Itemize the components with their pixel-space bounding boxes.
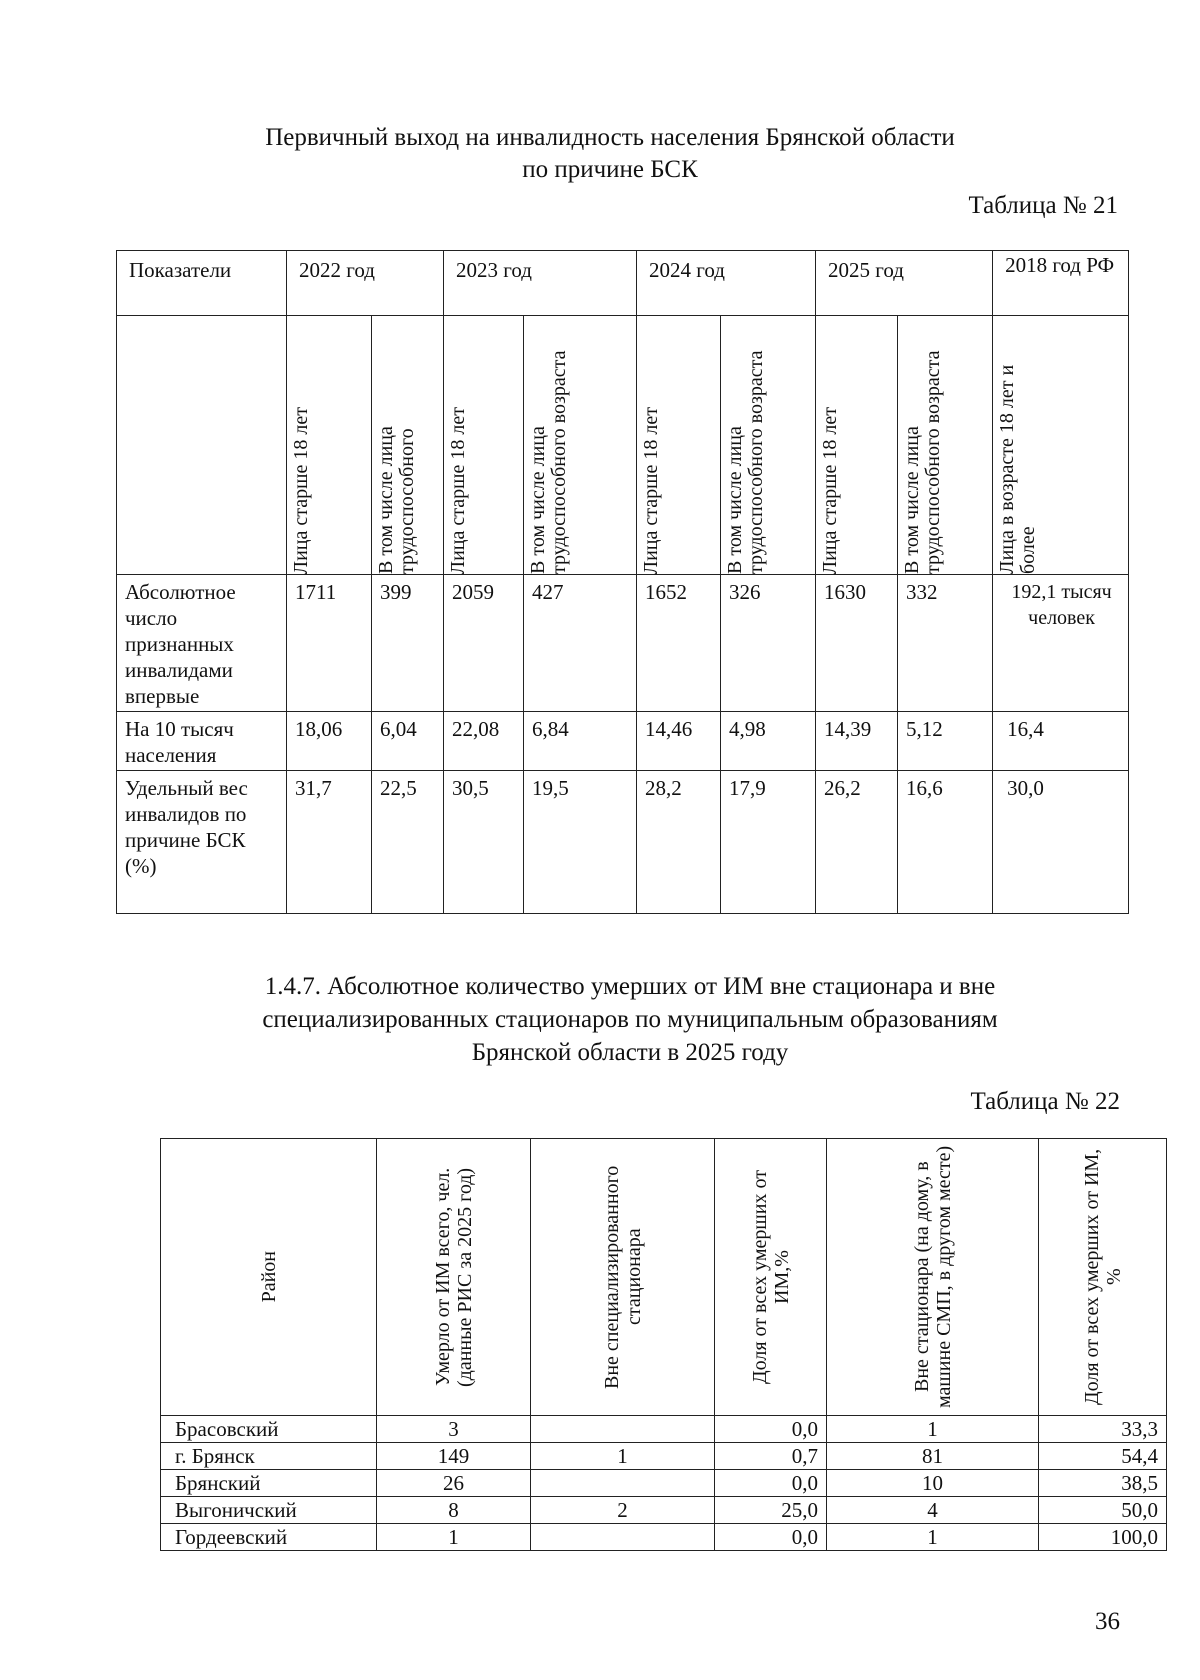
- district-cell: Выгоничский: [161, 1497, 377, 1524]
- table-cell: 22,5: [372, 771, 444, 914]
- table-cell: 18,06: [287, 712, 372, 771]
- row-label: Абсолютное число признанных инвалидами впервые: [117, 575, 287, 712]
- subheader-cell: [444, 316, 524, 575]
- header-cell: [1039, 1139, 1167, 1416]
- table-cell: 1630: [816, 575, 898, 712]
- header-text: Умерло от ИМ всего, чел. (данные РИС за 2025 год): [431, 1167, 476, 1387]
- district-cell: Брянский: [161, 1470, 377, 1497]
- table-cell: 0,0: [715, 1416, 827, 1443]
- table21-title-line1: Первичный выход на инвалидность населения Брянской области: [265, 124, 955, 151]
- table21-col0-header: Показатели: [117, 251, 287, 316]
- header-cell: [531, 1139, 715, 1416]
- year-header: 2023 год: [444, 251, 637, 316]
- subheader-cell: [637, 316, 721, 575]
- year-header: 2024 год: [637, 251, 816, 316]
- table-row: [117, 575, 1129, 712]
- subheader-text: Лица старше 18 лет: [290, 406, 312, 574]
- subheader-text: Лица старше 18 лет: [640, 406, 663, 574]
- table-cell: 19,5: [524, 771, 637, 914]
- table-cell: 54,4: [1039, 1443, 1167, 1470]
- table-cell: 2: [531, 1497, 715, 1524]
- table-cell: 14,39: [816, 712, 898, 771]
- district-cell: Гордеевский: [161, 1524, 377, 1551]
- table-cell: 33,3: [1039, 1416, 1167, 1443]
- table-cell: 81: [827, 1443, 1039, 1470]
- year-header: 2025 год: [816, 251, 993, 316]
- table-cell: 3: [377, 1416, 531, 1443]
- table-cell: 326: [721, 575, 816, 712]
- table-cell: 0,0: [715, 1524, 827, 1551]
- district-cell: Брасовский: [161, 1416, 377, 1443]
- table21: [116, 250, 1129, 914]
- table22-number: Таблица № 22: [970, 1088, 1120, 1115]
- header-cell: [827, 1139, 1039, 1416]
- table-cell: 26,2: [816, 771, 898, 914]
- table-cell: 2059: [444, 575, 524, 712]
- year-header: 2018 год РФ: [993, 251, 1129, 316]
- table-cell: 0,7: [715, 1443, 827, 1470]
- subheader-cell: [721, 316, 816, 575]
- table-cell: 6,04: [372, 712, 444, 771]
- subheader-cell: [816, 316, 898, 575]
- district-cell: г. Брянск: [161, 1443, 377, 1470]
- table-cell: 31,7: [287, 771, 372, 914]
- year-header: 2022 год: [287, 251, 444, 316]
- table-cell: 6,84: [524, 712, 637, 771]
- table21-number: Таблица № 21: [968, 192, 1118, 219]
- subheader-cell: [524, 316, 637, 575]
- table21-subheader-row: [117, 316, 1129, 575]
- subheader-text: В том числе лица трудоспособного возраста: [901, 350, 945, 574]
- table-cell: [531, 1470, 715, 1497]
- table-cell: 100,0: [1039, 1524, 1167, 1551]
- header-text: Район: [257, 1251, 280, 1303]
- subheader-text: Лица в возрасте 18 лет и более: [996, 364, 1040, 574]
- table21-title-line2: по причине БСК: [522, 156, 698, 183]
- subheader-text: В том числе лица трудоспособного возраста: [527, 350, 571, 574]
- table-row: [161, 1416, 1167, 1443]
- subheader-cell: [287, 316, 372, 575]
- table-cell: 1711: [287, 575, 372, 712]
- header-cell: [715, 1139, 827, 1416]
- subheader-cell: [993, 316, 1129, 575]
- table-cell: 25,0: [715, 1497, 827, 1524]
- table-cell: 26: [377, 1470, 531, 1497]
- table-cell: 332: [898, 575, 993, 712]
- header-text: Доля от всех умерших от ИМ,%: [748, 1170, 793, 1384]
- table-cell: 28,2: [637, 771, 721, 914]
- section-heading-line2: специализированных стационаров по муниципальным образованиям: [262, 1006, 998, 1033]
- page-number: 36: [1095, 1608, 1120, 1635]
- table21-empty-cell: [117, 316, 287, 575]
- table-cell: 16,4: [993, 712, 1129, 771]
- table-cell: 0,0: [715, 1470, 827, 1497]
- table-row: [117, 712, 1129, 771]
- subheader-text: В том числе лица трудоспособного возраста: [724, 350, 768, 574]
- table-cell: 1: [377, 1524, 531, 1551]
- subheader-cell: [372, 316, 444, 575]
- table-cell: 16,6: [898, 771, 993, 914]
- table-row: [161, 1470, 1167, 1497]
- header-cell: [161, 1139, 377, 1416]
- table21-year-row: [117, 251, 1129, 316]
- table-cell: 427: [524, 575, 637, 712]
- table-cell: 1: [531, 1443, 715, 1470]
- table-cell: 1652: [637, 575, 721, 712]
- table-cell: 30,5: [444, 771, 524, 914]
- table-cell: 149: [377, 1443, 531, 1470]
- header-text: Вне специализированного стационара: [600, 1165, 645, 1389]
- row-label: Удельный вес инвалидов по причине БСК (%): [117, 771, 287, 914]
- table-row: [161, 1524, 1167, 1551]
- table-row: [161, 1497, 1167, 1524]
- header-text: Вне стационара (на дому, в машине СМП, в другом месте): [910, 1145, 955, 1409]
- table-cell: 38,5: [1039, 1470, 1167, 1497]
- table-cell: 399: [372, 575, 444, 712]
- table22: [160, 1138, 1167, 1551]
- table21-title: [230, 122, 990, 186]
- table-cell: 50,0: [1039, 1497, 1167, 1524]
- table-cell: 10: [827, 1470, 1039, 1497]
- table-cell: 30,0: [993, 771, 1129, 914]
- table-cell: [531, 1416, 715, 1443]
- table-cell: [531, 1524, 715, 1551]
- table22-header-row: [161, 1139, 1167, 1416]
- subheader-text: В том числе лица трудоспособного: [375, 426, 418, 574]
- section-heading: [190, 970, 1070, 1069]
- table-row: [117, 771, 1129, 914]
- table-cell: 14,46: [637, 712, 721, 771]
- table-cell: 22,08: [444, 712, 524, 771]
- header-cell: [377, 1139, 531, 1416]
- section-heading-line1: 1.4.7. Абсолютное количество умерших от ИМ вне стационара и вне: [264, 973, 996, 1000]
- table-cell: 5,12: [898, 712, 993, 771]
- table-cell: 192,1 тысяч человек: [993, 575, 1129, 712]
- table-cell: 4,98: [721, 712, 816, 771]
- table-cell: 8: [377, 1497, 531, 1524]
- subheader-text: Лица старше 18 лет: [819, 406, 842, 574]
- row-label: На 10 тысяч населения: [117, 712, 287, 771]
- table-cell: 17,9: [721, 771, 816, 914]
- table-cell: 1: [827, 1416, 1039, 1443]
- subheader-cell: [898, 316, 993, 575]
- subheader-text: Лица старше 18 лет: [447, 406, 470, 574]
- header-text: Доля от всех умерших от ИМ, %: [1080, 1148, 1125, 1406]
- table-cell: 4: [827, 1497, 1039, 1524]
- table-cell: 1: [827, 1524, 1039, 1551]
- section-heading-line3: Брянской области в 2025 году: [471, 1039, 789, 1066]
- table-row: [161, 1443, 1167, 1470]
